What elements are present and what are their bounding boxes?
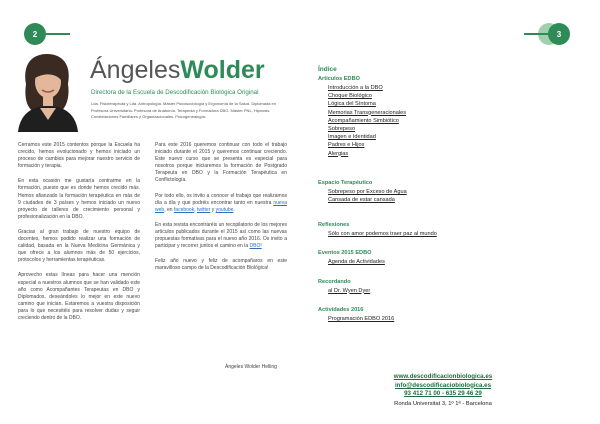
page-number-left-text: 2 xyxy=(32,29,38,39)
link-twitter[interactable]: twitter xyxy=(197,206,211,213)
toc-item[interactable]: Sobrepeso xyxy=(328,126,356,133)
author-portrait-svg xyxy=(12,50,82,132)
toc-title: Índice xyxy=(318,66,337,73)
paragraph-text: En esta revista encontraréis un recopilatorio de los mejores artículos publicados durante el 2015 así como las nuevas propuestas formativas para el nuevo año 2016. Os invito a participar y recorrer juntos el camino en la xyxy=(155,221,287,250)
paragraph: Para este 2016 queremos continuar con todo el trabajo iniciado durante el 2015 y queremos continuar creciendo. Este nuevo curso que se presenta es especial para nosotros porque iniciaremos la formación de Postgrado Terapeuta en DBO y la Formación Terapéutica en Conflictología. xyxy=(155,142,287,184)
phone-numbers[interactable]: 93 412 71 00 - 635 29 46 29 xyxy=(404,390,482,397)
paragraph-text: , en xyxy=(164,206,173,213)
paragraph-text: y xyxy=(211,206,215,213)
paragraph: Feliz año nuevo y feliz de acompañaros en este maravilloso campo de la Descodificación Biológica! xyxy=(155,258,287,272)
link-dbo[interactable]: DBO! xyxy=(249,243,262,250)
email-link[interactable]: info@descodificaciobiologica.es xyxy=(394,381,492,389)
paragraph-text: . xyxy=(233,206,235,213)
toc-item[interactable]: Sólo con amor podemos traer paz al mundo xyxy=(328,231,437,238)
toc-item[interactable]: Memorias Transgeneracionales xyxy=(328,109,407,116)
page-number-right-rule xyxy=(524,33,548,35)
toc-item[interactable]: Padres e Hijos xyxy=(328,142,365,149)
address: Ronda Universitat 3, 1º 1ª - Barcelona xyxy=(394,400,492,407)
author-role: Directora de la Escuela de Descodificación Biológica Original xyxy=(91,89,259,96)
page-number-left-rule xyxy=(46,33,70,35)
contact-footer xyxy=(363,373,523,407)
toc-item[interactable]: Choque Biológico xyxy=(328,93,372,100)
page-number-right xyxy=(548,23,570,45)
table-of-contents xyxy=(318,66,528,323)
toc-item[interactable]: al Dr. Wyen Dyer xyxy=(328,287,371,294)
toc-item[interactable]: Lógica del Síntoma xyxy=(328,101,376,108)
toc-section-title: Recordando xyxy=(318,278,351,285)
link-facebook[interactable]: facebook xyxy=(173,206,195,213)
paragraph: Cerramos este 2015 contentos porque la Escuela ha crecido, hemos evolucionado y hemos iniciado un proceso de cambios para mejorar nuestro servicio de formación y terapia. xyxy=(18,142,140,170)
paragraph: Gracias al gran trabajo de nuestro equipo de docentes, hemos podido realizar una formación de calidad, basada en la Nueva Medicina Germánica y que ofrece a los alumnos más de 50 ejercicios, protocolos y herramientas terapéuticas. xyxy=(18,228,140,264)
letter-column-1 xyxy=(18,142,140,330)
toc-item[interactable]: Imagen e Identidad xyxy=(328,134,376,141)
toc-section-title: Artículos EDBO xyxy=(318,76,360,82)
toc-item[interactable]: Sobrepeso por Exceso de Agua xyxy=(328,188,407,195)
paragraph xyxy=(155,222,287,250)
letter-column-2 xyxy=(155,142,287,280)
author-name xyxy=(90,55,265,85)
author-portrait xyxy=(12,50,82,132)
page-number-left xyxy=(24,23,46,45)
paragraph-text: , xyxy=(194,206,196,213)
toc-section-title: Actividades 2016 xyxy=(318,306,364,313)
signature: Ángeles Wolder Helling xyxy=(225,364,277,370)
toc-section-title: Eventos 2015 EDBO xyxy=(318,250,372,257)
toc-item[interactable]: Cansada de estar cansada xyxy=(328,197,395,204)
author-first-name: Ángeles xyxy=(90,56,181,84)
link-new-website[interactable]: nueva web xyxy=(155,199,287,213)
author-last-name: Wolder xyxy=(180,56,265,84)
toc-item[interactable]: Acompañamiento Simbiótico xyxy=(328,117,399,124)
toc-item[interactable]: Alergias xyxy=(328,150,349,157)
toc-item[interactable]: Introducción a la DBO xyxy=(328,85,383,91)
toc-item[interactable]: Agenda de Actividades xyxy=(328,259,385,266)
paragraph-links xyxy=(155,193,287,214)
website-link[interactable]: www.descodificacionbiologica.es xyxy=(393,373,493,380)
paragraph: En esta ocasión me gustaría centrarme en la formación, puesto que es donde hemos crecido más. Hemos afianzado la formación terapéutica en más de 9 ciudades de 3 países y hemos iniciado un nuevo proyecto de talleres de crecimiento personal y profesionalización en la DBO. xyxy=(18,178,140,220)
page-number-right-text: 3 xyxy=(556,29,562,39)
paragraph: Aprovecho estas líneas para hacer una mención especial a nuestros alumnos que se han validado este año como Acompañantes Terapeutas en DBO y Diplomados, deseándoles lo mejor en este nuevo camino que inician. Estaremos a vuestra disposición para lo que necesitéis para resolver dudas y seguir creciendo dentro de la DBO. xyxy=(18,272,140,321)
toc-item[interactable]: Programación EDBO 2016 xyxy=(328,315,395,322)
link-youtube[interactable]: youtube xyxy=(215,206,234,213)
toc-section-title: Espacio Terapéutico xyxy=(318,179,373,186)
paragraph-text: Por todo ello, os invito a conocer el trabajo que realizamos día a día y que podréis encontrar tanto en nuestra xyxy=(155,192,287,206)
author-bio: Lda. Fisioterapeuta y Lda. Antropología. Máster Psicosociología y Ergonomía de la Salud. Diplomada en Profesora Universitaria. Profesora de Anatomía. Terapeuta y Formadora DBO. Máster PNL, Hipnosis. Constelaciones Familiares y Organizacionales. Psicogenealogía. xyxy=(91,101,276,119)
toc-section-title: Reflexiones xyxy=(318,222,350,229)
